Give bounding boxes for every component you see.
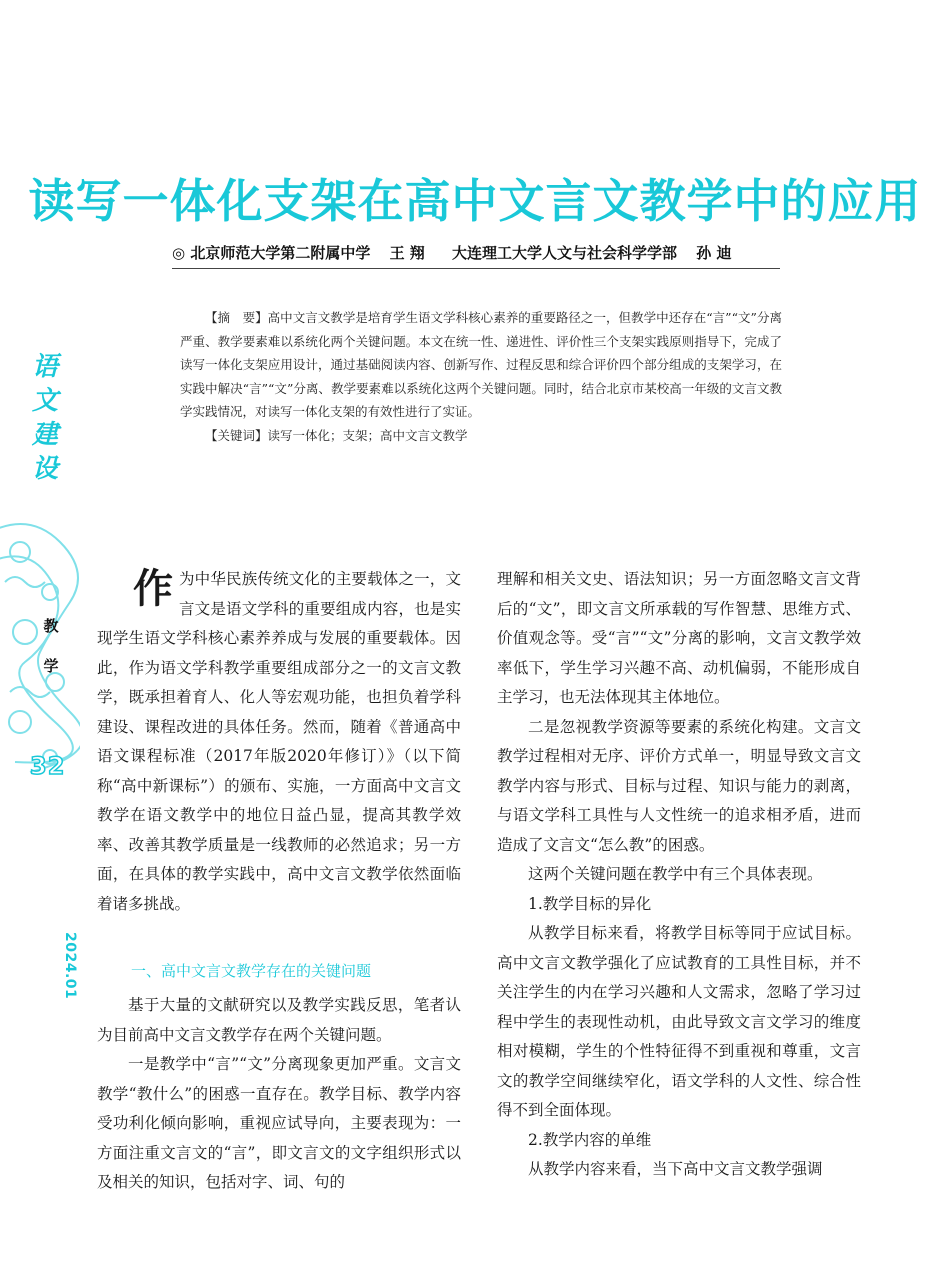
journal-title-char: 建 — [31, 420, 58, 450]
body-paragraph: 这两个关键问题在教学中有三个具体表现。 — [528, 865, 823, 883]
intro-paragraph — [97, 565, 461, 919]
section-heading: 一、高中文言文教学存在的关键问题 — [131, 962, 372, 980]
author1-name: 王 翔 — [389, 244, 425, 262]
drop-cap: 作 — [133, 565, 173, 612]
journal-title-char: 设 — [31, 454, 58, 484]
subheading: 1.教学目标的异化 — [528, 894, 652, 913]
body-paragraph: 一是教学中“言”“文”分离现象更加严重。文言文教学“教什么”的困惑一直存在。教学目标、教学内容受功利化倾向影响，重视应试导向，主要表现为：一方面注重文言文的“言”，即文言文的文字组织形式以及相关的知识，包括对字、词、句的 — [97, 1055, 461, 1191]
year-issue: 2024.01 — [62, 932, 78, 1000]
keywords-text: 读写一体化；支架；高中文言文教学 — [267, 427, 468, 443]
author2-name: 孙 迪 — [696, 244, 732, 262]
body-paragraph: 基于大量的文献研究以及教学实践反思，笔者认为目前高中文言文教学存在两个关键问题。 — [97, 996, 461, 1044]
page-number: 32 — [30, 752, 66, 780]
abstract-paragraph — [180, 306, 782, 424]
body-column-right — [497, 565, 861, 1185]
intro-text: 为中华民族传统文化的主要载体之一，文言文是语文学科的重要组成内容，也是实现学生语文学科核心素养养成与发展的重要载体。因此，作为语文学科教学重要组成部分之一的文言文教学，既承担着育人、化人等宏观功能，也担负着学科建设、课程改进的具体任务。然而，随着《普通高中语文课程标准（2017年版2020年修订）》（以下简称“高中新课标”）的颁布、实施，一方面高中文言文教学在语文教学中的地位日益凸显，提高其教学效率、改善其教学质量是一线教师的必然追求；另一方面，在具体的教学实践中，高中文言文教学依然面临着诸多挑战。 — [97, 570, 461, 913]
journal-title-char: 语 — [31, 352, 58, 382]
byline-symbol: ◎ — [172, 244, 186, 262]
section-label-char: 教 — [43, 617, 59, 635]
body-paragraph: 二是忽视教学资源等要素的系统化构建。文言文教学过程相对无序、评价方式单一，明显导致文言文教学内容与形式、目标与过程、知识与能力的剥离，与语文学科工具性与人文性统一的追求相矛盾，进而造成了文言文“怎么教”的困惑。 — [497, 717, 861, 854]
body-paragraph: 从教学目标来看，将教学目标等同于应试目标。高中文言文教学强化了应试教育的工具性目标，并不关注学生的内在学习兴趣和人文需求，忽略了学习过程中学生的表现性动机，由此导致文言文学习的维度相对模糊，学生的个性特征得不到重视和尊重，文言文的教学空间继续窄化，语文学科的人文性、综合性得不到全面体现。 — [497, 924, 861, 1119]
keywords-label: 【关键词】 — [205, 427, 268, 443]
section-label-char: 学 — [43, 657, 59, 675]
author1-affiliation: 北京师范大学第二附属中学 — [190, 244, 371, 262]
journal-title-char: 文 — [31, 386, 58, 416]
byline-rule — [172, 268, 780, 269]
subheading: 2.教学内容的单维 — [528, 1130, 652, 1149]
body-paragraph-continued: 理解和相关文史、语法知识；另一方面忽略文言文背后的“文”，即文言文所承载的写作智慧、思维方式、价值观念等。受“言”“文”分离的影响，文言文教学效率低下，学生学习兴趣不高、动机偏弱，不能形成自主学习，也无法体现其主体地位。 — [497, 570, 861, 706]
abstract-text: 高中文言文教学是培育学生语文学科核心素养的重要路径之一，但教学中还存在“言”“文”分离严重、教学要素难以系统化两个关键问题。本文在统一性、递进性、评价性三个支架实践原则指导下，完成了读写一体化支架应用设计，通过基础阅读内容、创新写作、过程反思和综合评价四个部分组成的支架学习，在实践中解决“言”“文”分离、教学要素难以系统化这两个关键问题。同时，结合北京市某校高一年级的文言文教学实践情况，对读写一体化支架的有效性进行了实证。 — [180, 310, 782, 419]
body-column-left — [97, 565, 461, 1198]
keywords — [180, 424, 782, 448]
body-paragraph: 从教学内容来看，当下高中文言文教学强调 — [528, 1160, 823, 1178]
section-label-vertical — [38, 606, 64, 686]
abstract-label: 【摘 要】 — [205, 310, 268, 325]
journal-title-vertical — [30, 350, 60, 486]
byline — [172, 240, 780, 266]
abstract — [180, 306, 782, 447]
author2-affiliation: 大连理工大学人文与社会科学学部 — [452, 244, 678, 262]
article-title: 读写一体化支架在高中文言文教学中的应用 — [28, 173, 922, 228]
